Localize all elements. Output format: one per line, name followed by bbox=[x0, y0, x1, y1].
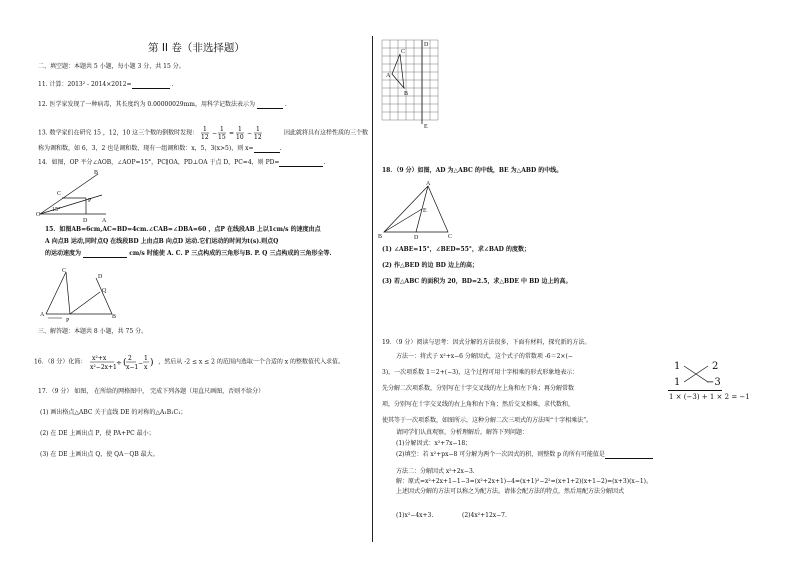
question-19-line-f: 使其等于一次项系数，如图所示，这种分解二次三项式的方法叫“十字相乘法”。 bbox=[382, 417, 593, 424]
svg-text:−: − bbox=[212, 130, 218, 137]
question-19-line-c: 3)，一次项系数 1＝2+(−3)，这个过程可用十字相乘的形式形象地表示： bbox=[382, 369, 579, 376]
svg-text:x−1: x−1 bbox=[126, 364, 139, 371]
cross-sum: 1 × (−3) + 1 × 2 = −1 bbox=[669, 393, 750, 401]
figure-question-17-grid bbox=[382, 40, 442, 130]
svg-text:B: B bbox=[112, 314, 117, 320]
svg-text:A: A bbox=[40, 312, 45, 318]
question-19-line-g: 请同学们认真观察，分析理解后，解答下列问题： bbox=[396, 429, 529, 436]
svg-text:15°: 15° bbox=[52, 207, 61, 213]
svg-text:x: x bbox=[144, 364, 148, 371]
method-2-part-1: (1)x²−4x+3. bbox=[396, 512, 434, 519]
section-2-heading: 二、填空题：本题共 5 小题，每小题 3 分，共 15 分。 bbox=[38, 63, 185, 70]
question-19-method-1: 方法一：将式子 x²+x−6 分解因式，这个式子的常数项 -6＝2×(− bbox=[396, 353, 573, 360]
question-17-part-3: (3) 在 DE 上画出点 Q，使 QA－QB 最大。 bbox=[40, 451, 159, 458]
svg-text:10: 10 bbox=[236, 134, 244, 141]
cross-bottom-left: 1 bbox=[674, 377, 681, 388]
method-2-heading: 方法二：分解因式 x²+2x−3. bbox=[396, 468, 475, 475]
answer-blank-13 bbox=[254, 145, 280, 153]
method-2-instruction: 上述因式分解的方法可以称之为配方法。请体会配方法的特点，然后用配方法分解因式 bbox=[396, 488, 625, 495]
svg-text:x²+x: x²+x bbox=[92, 355, 107, 362]
svg-text:−: − bbox=[247, 130, 253, 137]
svg-text:P: P bbox=[88, 198, 92, 204]
cross-lines bbox=[682, 364, 712, 386]
answer-blank-11 bbox=[132, 81, 170, 89]
svg-text:D: D bbox=[83, 218, 88, 224]
question-17: 17．（9 分） 如图， 在所给的网格图中， 完成下列各题（用直尺画图，否则不给分） bbox=[38, 388, 265, 395]
svg-text:12: 12 bbox=[254, 134, 262, 141]
svg-text:E: E bbox=[423, 208, 427, 214]
svg-text:E: E bbox=[424, 124, 428, 130]
svg-text:÷: ÷ bbox=[116, 359, 123, 367]
svg-text:B: B bbox=[378, 234, 383, 240]
question-17-part-2: (2) 在 DE 上画出点 P，使 PA+PC 最小； bbox=[40, 430, 155, 437]
question-19: 19．（9 分）阅读与思考：因式分解的方法很多，下面有材料，探究新的方法。 bbox=[382, 339, 591, 346]
svg-text:(: ( bbox=[123, 358, 127, 368]
method-2-solution: 解：原式=x²+2x+1−1−3=(x²+2x+1)−4=(x+1)²−2²=(x+1+2)(x+1−2)=(x+3)(x−1)。 bbox=[396, 478, 652, 485]
svg-text:2: 2 bbox=[128, 355, 133, 362]
question-16: 16．（8 分）化简： x²+x x²−2x+1 ÷ ( 2 x−1 − 1 x ) ，然后从 -2 ≤ x ≤ 2 的范围内选取一个合适的 x 的整数值代入求值。 bbox=[34, 352, 344, 372]
svg-text:1: 1 bbox=[220, 126, 224, 133]
cross-bottom-right: −3 bbox=[706, 377, 721, 388]
question-11: 11. 计算：2013² - 2014×2012= . bbox=[38, 81, 174, 88]
svg-text:1: 1 bbox=[238, 126, 242, 133]
question-17-part-1: (1) 画出格点△ABC 关于直线 DE 的对称的△A₁B₁C₁； bbox=[40, 409, 187, 416]
svg-text:P: P bbox=[66, 318, 70, 324]
svg-text:B: B bbox=[94, 170, 99, 176]
answer-blank-12 bbox=[257, 101, 283, 109]
page-title: 第 II 卷（非选择题） bbox=[148, 42, 245, 54]
figure-question-14 bbox=[36, 168, 107, 224]
cross-underline bbox=[668, 390, 722, 391]
svg-text:D: D bbox=[414, 235, 419, 241]
question-13-line-1: 13. 数学家们在研究 15 ，12，10 这三个数的倒数时发现： 1 12 − 1 15 = 1 10 − 1 12 因此就将具有这样性质的三个数 bbox=[38, 126, 369, 141]
svg-text:1: 1 bbox=[144, 355, 149, 362]
svg-text:): ) bbox=[150, 358, 154, 368]
svg-text:D: D bbox=[98, 274, 103, 280]
svg-text:A: A bbox=[102, 218, 107, 224]
simplify-expression bbox=[88, 352, 158, 372]
method-2-part-2: (2)4x²+12x−7. bbox=[462, 512, 507, 519]
svg-text:=: = bbox=[229, 130, 235, 137]
question-18: 18．（9 分）如图，AD 为△ABC 的中线，BE 为△ABD 的中线。 bbox=[382, 167, 563, 174]
answer-blank-14 bbox=[279, 159, 323, 167]
svg-text:1: 1 bbox=[203, 126, 207, 133]
svg-text:x²−2x+1: x²−2x+1 bbox=[90, 364, 118, 371]
svg-text:A: A bbox=[426, 181, 431, 187]
svg-text:B: B bbox=[404, 91, 409, 97]
svg-text:A: A bbox=[386, 73, 391, 79]
reciprocal-equation bbox=[200, 125, 284, 141]
svg-text:Q: Q bbox=[102, 288, 107, 294]
svg-text:C: C bbox=[401, 49, 406, 55]
question-19-line-d: 先分解二次项系数，分别写在十字交叉线的左上角和左下角；再分解常数 bbox=[382, 385, 575, 392]
question-18-part-1: (1) ∠ABE=15°，∠BED=55°，求∠BAD 的度数； bbox=[382, 246, 530, 253]
question-19-sub-1: (1)分解因式：x²+7x−18； bbox=[396, 440, 472, 447]
section-3-heading: 三、解答题：本题共 8 小题，共 75 分。 bbox=[38, 328, 148, 335]
figure-question-18 bbox=[378, 178, 452, 240]
svg-text:D: D bbox=[424, 42, 429, 48]
question-15-line-2: A 向点B 运动,同时点Q 在线段BD 上由点B 向点D 运动.它们运动的时间为t(s).则点Q bbox=[45, 238, 279, 245]
answer-blank-19 bbox=[605, 451, 653, 459]
question-19-sub-2: (2)填空：若 x²+px−8 可分解为两个一次因式的积，则整数 p 的所有可能值是 bbox=[396, 451, 653, 459]
question-13-line-2: 称为调和数，如 6，3，2 也是调和数，现有一组调和数：x，5，3(x>5)，则 x= . bbox=[38, 145, 282, 152]
column-divider bbox=[372, 36, 373, 542]
svg-text:15: 15 bbox=[218, 134, 226, 141]
question-12: 12. 医学家发现了一种病毒，其长度约为 0.00000029mm，用科学记数法表示为 . bbox=[38, 101, 287, 108]
svg-text:−: − bbox=[138, 360, 144, 367]
cross-top-left: 1 bbox=[674, 361, 681, 372]
question-18-part-2: (2) 作△BED 的边 BD 边上的高； bbox=[382, 262, 478, 269]
svg-text:C: C bbox=[62, 268, 67, 274]
question-15-line-3: 的运动速度为 cm/s 时能使 A. C. P 三点构成的三角形与B. P. Q 三点构成的三角形全等. bbox=[45, 250, 332, 257]
question-15-line-1: 15．如图AB=6cm,AC=BD=4cm.∠CAB=∠DBA=60 ，点P 在线段AB 上以1cm/s 的速度由点 bbox=[45, 226, 321, 233]
svg-text:C: C bbox=[57, 191, 62, 197]
svg-text:O: O bbox=[36, 212, 41, 218]
question-19-line-e: 项，分别写在十字交叉线的右上角和右下角；然后交叉相乘，求代数和， bbox=[382, 401, 575, 408]
svg-text:12: 12 bbox=[201, 134, 209, 141]
answer-blank-15 bbox=[83, 250, 127, 258]
figure-question-15 bbox=[40, 266, 116, 322]
question-18-part-3: (3) 若△ABC 的面积为 20，BD=2.5，求△BDE 中 BD 边上的高。 bbox=[382, 278, 572, 285]
question-14: 14．如图，OP 平分∠AOB，∠AOP=15°，PC∥OA，PD⊥OA 于点 D，PC=4，则 PD= . bbox=[38, 159, 326, 166]
svg-text:1: 1 bbox=[256, 126, 260, 133]
cross-top-right: 2 bbox=[712, 361, 719, 372]
svg-text:C: C bbox=[448, 234, 453, 240]
